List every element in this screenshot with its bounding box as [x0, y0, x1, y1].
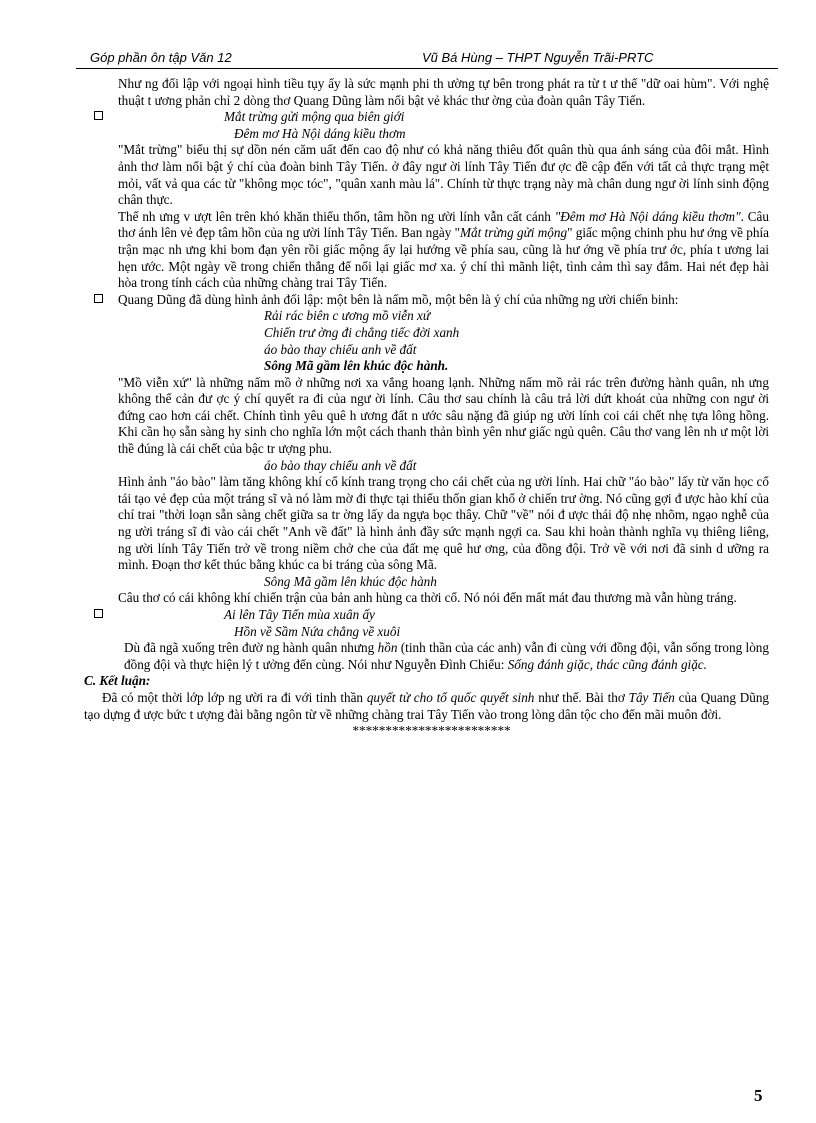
- paragraph-4: Quang Dũng đã dùng hình ảnh đối lập: một bên là nấm mồ, một bên là ý chí của những ng ười chiến binh:: [118, 291, 679, 307]
- verse-line: Rải rác biên c ương mồ viễn xứ: [264, 308, 431, 324]
- verse-line: Chiến trư ờng đi chẳng tiếc đời xanh: [264, 324, 460, 340]
- text-run: như thế. Bài thơ: [534, 689, 629, 705]
- verse-line: Hồn về Sầm Nứa chẳng về xuôi: [234, 623, 401, 639]
- paragraph-5: "Mồ viễn xứ" là những nấm mồ ở những nơi xa vắng hoang lạnh. Những nấm mồ rải rác trên đường hành quân, nh ưng không thể cản đư ợc ý chí quyết ra đi của ngư ời lính. Câu thơ sau chính là câu trả lời dứt khoát của những con ngư ời đứng cao hơn cái chết. Chính tình yêu quê h ương đất n ước sâu nặng đã giúp ng ười lính coi cái chết nhẹ tựa lông hồng. Khi cần họ sẵn sàng hy sinh cho nghĩa lớn một cách thanh thản bình yên như giấc ngủ quên. Câu thơ vang lên nh ư một lời thề đúng là cái chết của bậc tr ượng phu.: [118, 374, 769, 457]
- paragraph-9: [84, 690, 769, 723]
- verse-line: Sông Mã gầm lên khúc độc hành.: [264, 358, 449, 374]
- verse-line: Mắt trừng gửi mộng qua biên giới: [224, 109, 405, 125]
- italic-run: "Đêm mơ Hà Nội dáng kiều thơm": [554, 208, 741, 224]
- paragraph-6: Hình ảnh "áo bào" làm tăng không khí cổ kính trang trọng cho cái chết của ng ười lính. Hai chữ "áo bào" lấy từ văn học cổ tái tạo vẻ đẹp của một tráng sĩ và nó làm mờ đi thực tại thiếu thốn gian khổ ở chiến trư ờng. Nó cũng gợi đ ược hào khí của chí trai "thời loạn sẵn sàng chết giữa sa tr ờng lấy da ngựa bọc thây. Chữ "về" nói đ ược thái độ nhẹ nhõm, ngạo nghễ của ng ười tráng sĩ đi vào cái chết "Anh về đất" là hình ảnh đầy sức mạnh ngợi ca. Sau khi hoàn thành nghĩa vụ thiêng liêng, ng ười lính Tây Tiến trở về trong niềm chở che của đất mẹ quê hư ơng, của đồng đội. Trở về với nơi đã sinh d ưỡng ra mình. Đoạn thơ kết thúc bằng khúc ca bi tráng của sông Mã.: [118, 474, 769, 573]
- page-header: [76, 50, 778, 69]
- verse-line: áo bào thay chiếu anh về đất: [264, 341, 417, 357]
- text-run: . Câu thơ ánh lên vẻ đẹp tâm hồn của ng ười lính Tây Tiến. Ban ngày ": [118, 208, 769, 241]
- verse-line: Ai lên Tây Tiến mùa xuân ấy: [224, 607, 375, 622]
- italic-run: Mắt trừng gửi mộng: [459, 225, 568, 241]
- header-left: Góp phần ôn tập Văn 12: [90, 50, 232, 65]
- header-right: Vũ Bá Hùng – THPT Nguyễn Trãi-PRTC: [422, 50, 654, 65]
- text-run: Đã có một thời lớp lớp ng ười ra đi với tinh thần: [102, 689, 367, 705]
- bullet-section-2: [94, 292, 769, 309]
- document-body: [84, 76, 770, 740]
- checkbox-bullet-icon: [94, 294, 103, 303]
- verse-line: áo bào thay chiếu anh về đất: [264, 457, 417, 473]
- separator-stars: ************************: [352, 723, 511, 739]
- text-run: " giấc mộng chinh phu hư ớng về phía trận mạc nh ưng khi bom đạn yên rồi giấc mộng ấy lại hướng về phía sau, cũng là hư ớng về phía trư ớc, phía t ương lai hẹn ước. Một ngày về trong chiến thắng để nối lại giấc mơ xa. ý chí thì mãnh liệt, tình cảm thì say đắm. Hai nét đẹp hài hòa trong tính cách của những chàng trai Tây Tiến.: [118, 225, 769, 291]
- paragraph-8: [94, 640, 769, 673]
- italic-run: quyết tử cho tổ quốc quyết sinh: [366, 689, 535, 705]
- section-heading: C. Kết luận:: [84, 673, 151, 689]
- checkbox-bullet-icon: [94, 111, 103, 120]
- text-run: Dù đã ngã xuống trên đườ ng hành quân nhưng: [124, 640, 378, 656]
- paragraph-1: Như ng đối lập với ngoại hình tiều tụy ấy là sức mạnh phi th ường tự bên trong phát ra từ t ư thế "dữ oai hùm". Với nghệ thuật t ương phản chỉ 2 dòng thơ Quang Dũng làm nổi bật vẻ khác thư ờng của đoàn quân Tây Tiến.: [118, 76, 769, 108]
- italic-run: Sống đánh giặc, thác cũng đánh giặc.: [507, 656, 707, 672]
- text-run: (tinh thần của các anh) vẫn đi cùng với đồng đội, vẫn sống trong lòng đồng đội và thực hiện lý t ưởng đến cùng. Nói như Nguyễn Đình Chiểu:: [124, 640, 769, 672]
- italic-run: Tây Tiến: [628, 689, 675, 705]
- paragraph-3: [94, 209, 769, 292]
- verse-line: Đêm mơ Hà Nội dáng kiều thơm: [234, 125, 406, 141]
- bullet-section-3: [94, 607, 769, 640]
- verse-line: Sông Mã gầm lên khúc độc hành: [264, 573, 437, 589]
- text-run: Thế nh ưng v ượt lên trên khó khăn thiếu thốn, tâm hồn ng ười lính vẫn cất cánh: [118, 208, 555, 224]
- paragraph-2: "Mắt trừng" biểu thị sự dồn nén căm uất đến cao độ như có khả năng thiêu đốt quân thù qua ánh sáng của đôi mắt. Hình ảnh thơ làm nổi bật ý chí của đoàn binh Tây Tiến. ở đây ngư ời lính Tây Tiến đư ợc đề cập đến với tất cả thực trạng mệt mỏi, vất vả qua các từ "không mọc tóc", "quân xanh màu lá". Chính từ thực trạng này mà chân dung ngư ời lính sinh động chân thực.: [118, 142, 769, 208]
- italic-run: hồn: [377, 640, 398, 656]
- page-number: 5: [754, 1086, 763, 1105]
- checkbox-bullet-icon: [94, 609, 103, 618]
- bullet-section-1: [94, 109, 769, 142]
- text-run: của Quang Dũng tạo dựng đ ược bức t ượng đài bằng ngôn từ về những chàng trai Tây Tiến vào trong lòng dân tộc cho đến mãi muôn đời.: [84, 689, 770, 722]
- paragraph-7: Câu thơ có cái không khí chiến trận của bản anh hùng ca thời cổ. Nó nói đến mất mát đau thương mà vẫn hùng tráng.: [118, 590, 737, 606]
